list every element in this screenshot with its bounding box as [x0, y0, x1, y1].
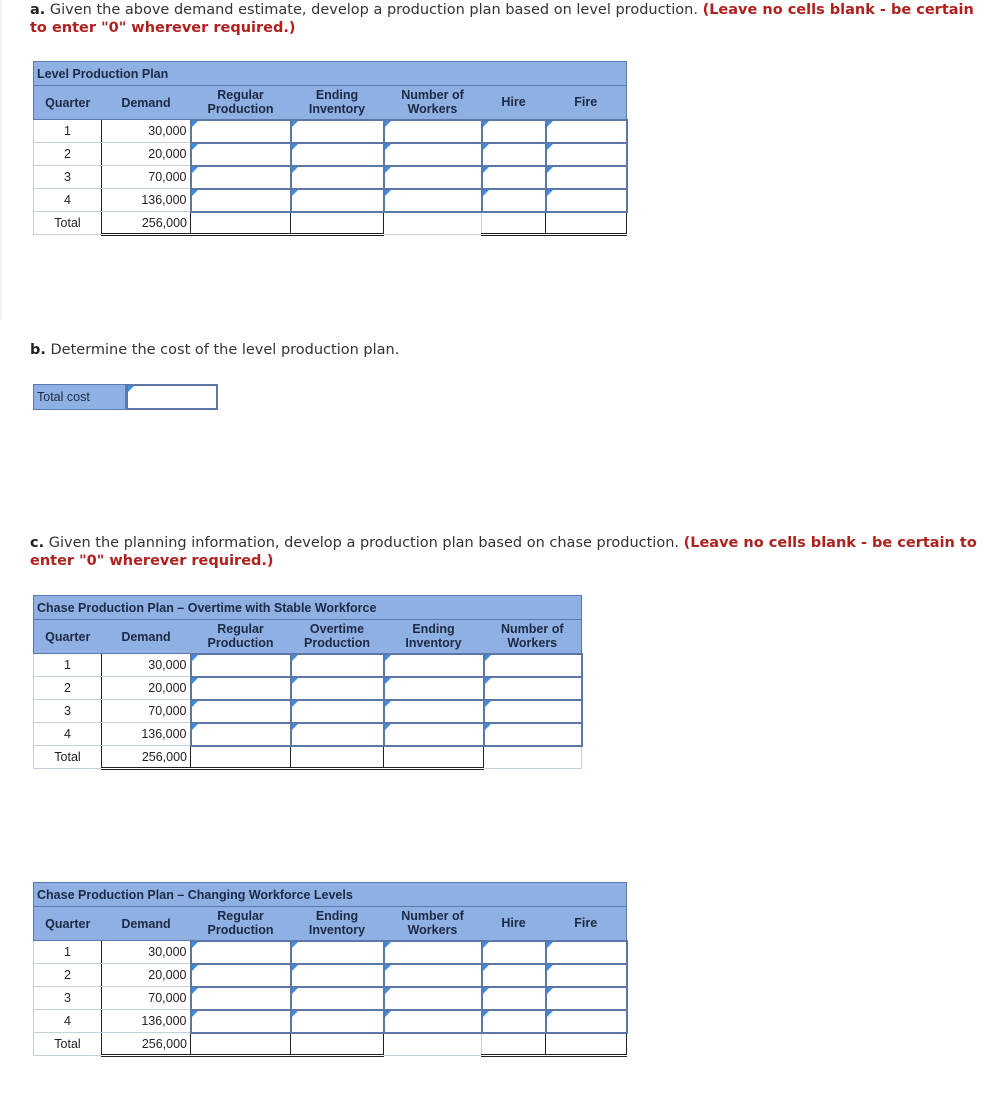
header-quarter: Quarter	[34, 86, 102, 120]
header-quarter: Quarter	[34, 620, 102, 654]
total-row	[34, 1033, 627, 1056]
overtime-production-input-q1[interactable]	[291, 654, 384, 677]
number-of-workers-input-q3[interactable]	[384, 166, 482, 189]
ending-inventory-input-q4[interactable]	[291, 189, 384, 212]
quarter-cell: 2	[34, 143, 102, 166]
demand-cell: 70,000	[102, 700, 191, 723]
regular-production-input-q1[interactable]	[191, 120, 291, 143]
header-number-of-workers: Number of Workers	[484, 620, 582, 654]
fire-input-q2[interactable]	[546, 143, 627, 166]
blank-cell	[384, 1033, 482, 1056]
table-row	[34, 987, 627, 1010]
header-demand: Demand	[102, 907, 191, 941]
header-regular-production: Regular Production	[191, 907, 291, 941]
hire-input-q3[interactable]	[482, 987, 546, 1010]
total-regular-production-input[interactable]	[191, 212, 291, 235]
quarter-cell: 2	[34, 964, 102, 987]
number-of-workers-input-q4[interactable]	[384, 189, 482, 212]
chase-overtime-caption: Chase Production Plan – Overtime with Stable Workforce	[34, 596, 582, 620]
table-row	[34, 166, 627, 189]
total-regular-production-input[interactable]	[191, 1033, 291, 1056]
level-plan-caption: Level Production Plan	[34, 62, 627, 86]
hire-input-q3[interactable]	[482, 166, 546, 189]
ending-inventory-input-q4[interactable]	[384, 723, 484, 746]
overtime-production-input-q2[interactable]	[291, 677, 384, 700]
header-regular-production: Regular Production	[191, 86, 291, 120]
total-cost-label: Total cost	[34, 385, 126, 409]
header-fire: Fire	[546, 907, 627, 941]
fire-input-q2[interactable]	[546, 964, 627, 987]
regular-production-input-q1[interactable]	[191, 941, 291, 964]
quarter-cell: 4	[34, 189, 102, 212]
table-row	[34, 677, 582, 700]
total-ending-inventory-input[interactable]	[291, 1033, 384, 1056]
table-row	[34, 964, 627, 987]
question-a	[30, 1, 980, 37]
header-fire: Fire	[546, 86, 627, 120]
fire-input-q4[interactable]	[546, 1010, 627, 1033]
table-row	[34, 654, 582, 677]
regular-production-input-q4[interactable]	[191, 723, 291, 746]
regular-production-input-q3[interactable]	[191, 166, 291, 189]
number-of-workers-input-q1[interactable]	[384, 941, 482, 964]
header-quarter: Quarter	[34, 907, 102, 941]
total-fire-input[interactable]	[546, 212, 627, 235]
total-overtime-production-input[interactable]	[291, 746, 384, 769]
number-of-workers-input-q3[interactable]	[484, 700, 582, 723]
regular-production-input-q4[interactable]	[191, 1010, 291, 1033]
fire-input-q1[interactable]	[546, 120, 627, 143]
regular-production-input-q3[interactable]	[191, 987, 291, 1010]
demand-cell: 136,000	[102, 723, 191, 746]
question-a-required-note: (Leave no cells blank - be certain to enter "0" wherever required.)	[30, 2, 974, 36]
ending-inventory-input-q2[interactable]	[291, 143, 384, 166]
total-regular-production-input[interactable]	[191, 746, 291, 769]
total-hire-input[interactable]	[482, 212, 546, 235]
number-of-workers-input-q1[interactable]	[384, 120, 482, 143]
header-demand: Demand	[102, 620, 191, 654]
header-number-of-workers: Number of Workers	[384, 86, 482, 120]
question-b	[30, 341, 980, 359]
header-ending-inventory: Ending Inventory	[291, 907, 384, 941]
demand-cell: 136,000	[102, 189, 191, 212]
regular-production-input-q2[interactable]	[191, 677, 291, 700]
demand-cell: 136,000	[102, 1010, 191, 1033]
total-ending-inventory-input[interactable]	[384, 746, 484, 769]
demand-cell: 70,000	[102, 987, 191, 1010]
header-hire: Hire	[482, 907, 546, 941]
regular-production-input-q2[interactable]	[191, 143, 291, 166]
question-c	[30, 534, 980, 570]
total-row	[34, 212, 627, 235]
hire-input-q2[interactable]	[482, 964, 546, 987]
level-production-table	[33, 61, 628, 236]
chase-workforce-table	[33, 882, 628, 1057]
table-row	[34, 941, 627, 964]
header-overtime-production: Overtime Production	[291, 620, 384, 654]
number-of-workers-input-q2[interactable]	[384, 143, 482, 166]
ending-inventory-input-q2[interactable]	[291, 964, 384, 987]
table-row	[34, 143, 627, 166]
regular-production-input-q4[interactable]	[191, 189, 291, 212]
number-of-workers-input-q2[interactable]	[484, 677, 582, 700]
ending-inventory-input-q3[interactable]	[291, 987, 384, 1010]
number-of-workers-input-q4[interactable]	[384, 1010, 482, 1033]
left-border-line	[0, 0, 2, 320]
demand-cell: 70,000	[102, 166, 191, 189]
total-demand: 256,000	[102, 1033, 191, 1056]
blank-cell	[384, 212, 482, 235]
fire-input-q3[interactable]	[546, 166, 627, 189]
total-label: Total	[34, 746, 102, 769]
quarter-cell: 3	[34, 987, 102, 1010]
quarter-cell: 4	[34, 723, 102, 746]
demand-cell: 30,000	[102, 654, 191, 677]
ending-inventory-input-q1[interactable]	[291, 120, 384, 143]
overtime-production-input-q4[interactable]	[291, 723, 384, 746]
total-ending-inventory-input[interactable]	[291, 212, 384, 235]
demand-cell: 20,000	[102, 964, 191, 987]
quarter-cell: 1	[34, 120, 102, 143]
number-of-workers-input-q3[interactable]	[384, 987, 482, 1010]
question-c-text: Given the planning information, develop a production plan based on chase production.	[44, 535, 684, 551]
demand-cell: 30,000	[102, 941, 191, 964]
total-label: Total	[34, 212, 102, 235]
header-number-of-workers: Number of Workers	[384, 907, 482, 941]
header-regular-production: Regular Production	[191, 620, 291, 654]
header-hire: Hire	[482, 86, 546, 120]
total-label: Total	[34, 1033, 102, 1056]
ending-inventory-input-q1[interactable]	[384, 654, 484, 677]
question-a-letter: a.	[30, 2, 46, 18]
regular-production-input-q2[interactable]	[191, 964, 291, 987]
fire-input-q4[interactable]	[546, 189, 627, 212]
table-row	[34, 723, 582, 746]
quarter-cell: 3	[34, 166, 102, 189]
quarter-cell: 2	[34, 677, 102, 700]
overtime-production-input-q3[interactable]	[291, 700, 384, 723]
total-cost-input[interactable]	[126, 384, 218, 410]
regular-production-input-q3[interactable]	[191, 700, 291, 723]
header-demand: Demand	[102, 86, 191, 120]
hire-input-q4[interactable]	[482, 1010, 546, 1033]
quarter-cell: 1	[34, 654, 102, 677]
number-of-workers-input-q1[interactable]	[484, 654, 582, 677]
total-cost-row	[33, 384, 218, 410]
table-row	[34, 700, 582, 723]
header-ending-inventory: Ending Inventory	[384, 620, 484, 654]
total-demand: 256,000	[102, 212, 191, 235]
total-fire-input[interactable]	[546, 1033, 627, 1056]
hire-input-q2[interactable]	[482, 143, 546, 166]
question-b-letter: b.	[30, 342, 46, 358]
blank-cell	[484, 746, 582, 769]
hire-input-q1[interactable]	[482, 941, 546, 964]
fire-input-q1[interactable]	[546, 941, 627, 964]
demand-cell: 30,000	[102, 120, 191, 143]
ending-inventory-input-q4[interactable]	[291, 1010, 384, 1033]
chase-workforce-caption: Chase Production Plan – Changing Workforce Levels	[34, 883, 627, 907]
total-demand: 256,000	[102, 746, 191, 769]
question-c-letter: c.	[30, 535, 45, 551]
question-b-text: Determine the cost of the level production plan.	[45, 342, 400, 358]
chase-overtime-table	[33, 595, 583, 770]
table-row	[34, 120, 627, 143]
table-row	[34, 189, 627, 212]
quarter-cell: 3	[34, 700, 102, 723]
quarter-cell: 1	[34, 941, 102, 964]
number-of-workers-input-q2[interactable]	[384, 964, 482, 987]
number-of-workers-input-q4[interactable]	[484, 723, 582, 746]
total-row	[34, 746, 582, 769]
header-ending-inventory: Ending Inventory	[291, 86, 384, 120]
fire-input-q3[interactable]	[546, 987, 627, 1010]
demand-cell: 20,000	[102, 143, 191, 166]
hire-input-q1[interactable]	[482, 120, 546, 143]
ending-inventory-input-q3[interactable]	[291, 166, 384, 189]
table-row	[34, 1010, 627, 1033]
hire-input-q4[interactable]	[482, 189, 546, 212]
ending-inventory-input-q1[interactable]	[291, 941, 384, 964]
regular-production-input-q1[interactable]	[191, 654, 291, 677]
demand-cell: 20,000	[102, 677, 191, 700]
ending-inventory-input-q3[interactable]	[384, 700, 484, 723]
quarter-cell: 4	[34, 1010, 102, 1033]
question-c-required-note: (Leave no cells blank - be certain to enter "0" wherever required.)	[30, 535, 977, 569]
total-hire-input[interactable]	[482, 1033, 546, 1056]
ending-inventory-input-q2[interactable]	[384, 677, 484, 700]
question-a-text: Given the above demand estimate, develop a production plan based on level production.	[45, 2, 703, 18]
